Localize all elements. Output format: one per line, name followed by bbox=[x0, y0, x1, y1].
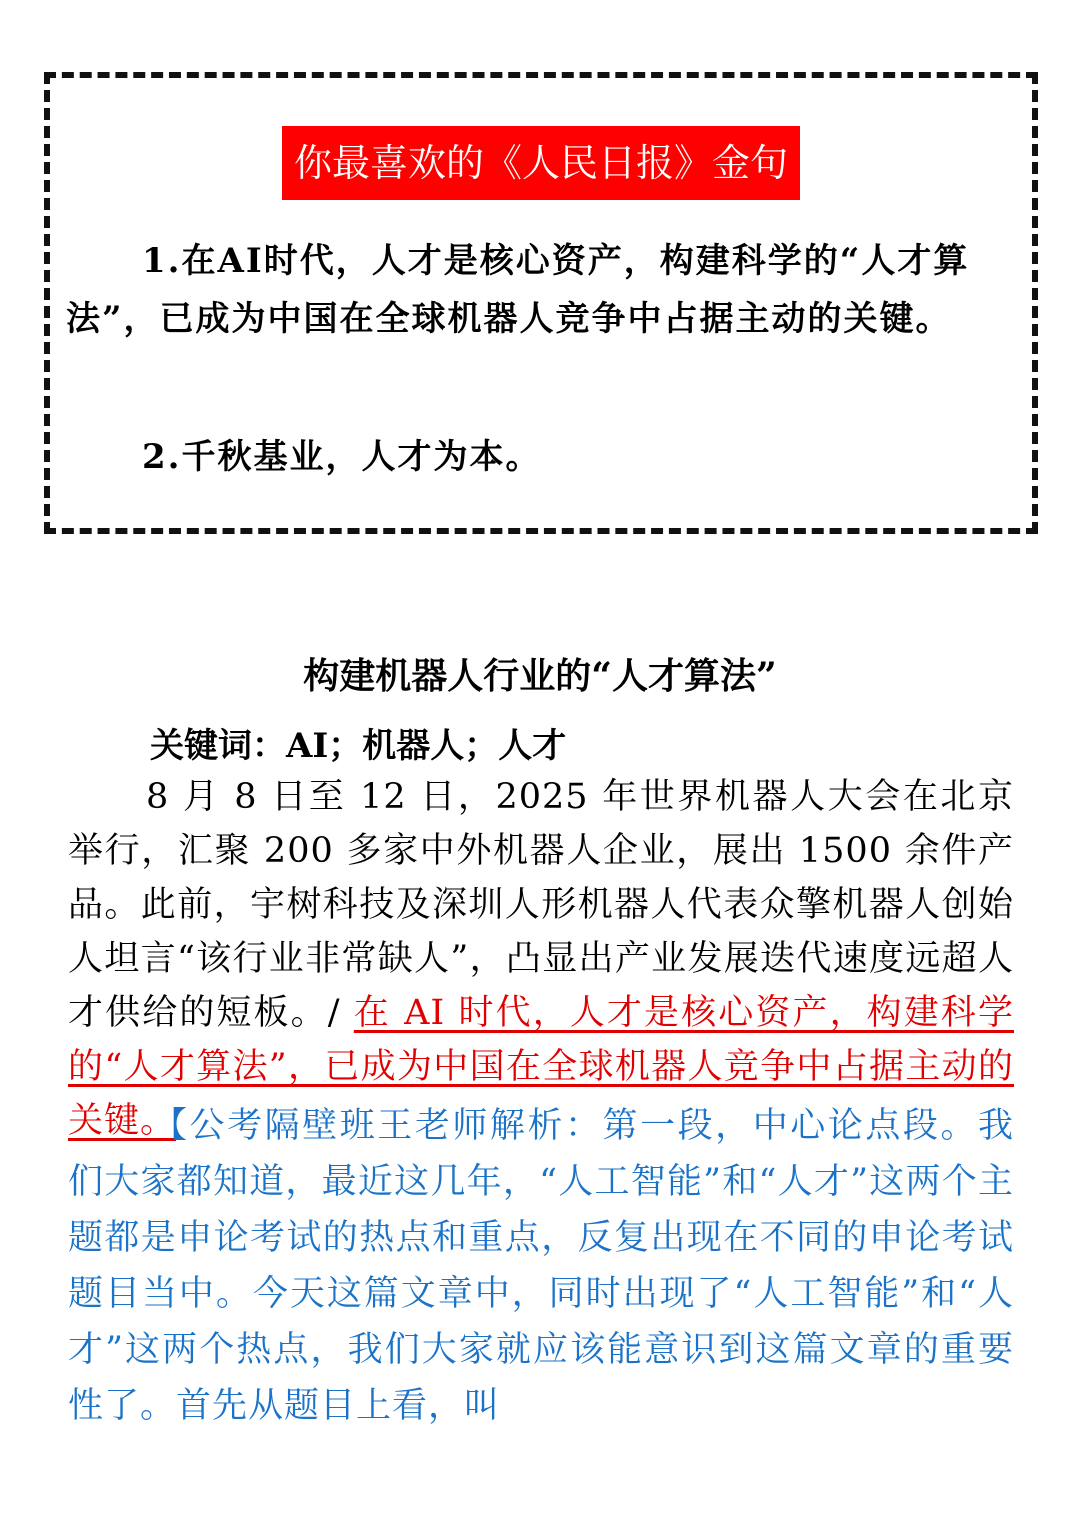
article-paragraph bbox=[68, 770, 1014, 1148]
quote-banner: 你最喜欢的《人民日报》金句 bbox=[282, 126, 800, 200]
highlighted-thesis: 在 AI 时代，人才是核心资产，构建科学的“人才算法”，已成为中国在全球机器人竞争中占据主动的关键。 bbox=[68, 993, 1014, 1141]
paragraph-text: 8 月 8 日至 12 日，2025 年世界机器人大会在北京举行，汇聚 200 多家中外机器人企业，展出 1500 余件产品。此前，宇树科技及深圳人形机器人代表众擎机器人创始人坦言“该行业非常缺人”，凸显出产业发展迭代速度远超人才供给的短板。/ bbox=[68, 777, 1014, 1033]
article-keywords: 关键词：AI；机器人；人才 bbox=[150, 726, 567, 766]
article-title: 构建机器人行业的“人才算法” bbox=[303, 655, 777, 697]
quote-item-1: 1.在AI时代，人才是核心资产，构建科学的“人才算法”，已成为中国在全球机器人竞争中占据主动的关键。 bbox=[66, 241, 970, 339]
quote-item-2: 2.千秋基业，人才为本。 bbox=[142, 437, 542, 477]
teacher-analysis: 【公考隔壁班王老师解析：第一段，中心论点段。我们大家都知道，最近这几年，“人工智能”和“人才”这两个主题都是申论考试的热点和重点，反复出现在不同的申论考试题目当中。今天这篇文章中，同时出现了“人工智能”和“人才”这两个热点，我们大家就应该能意识到这篇文章的重要性了。首先从题目上看，叫 bbox=[68, 1106, 1014, 1426]
